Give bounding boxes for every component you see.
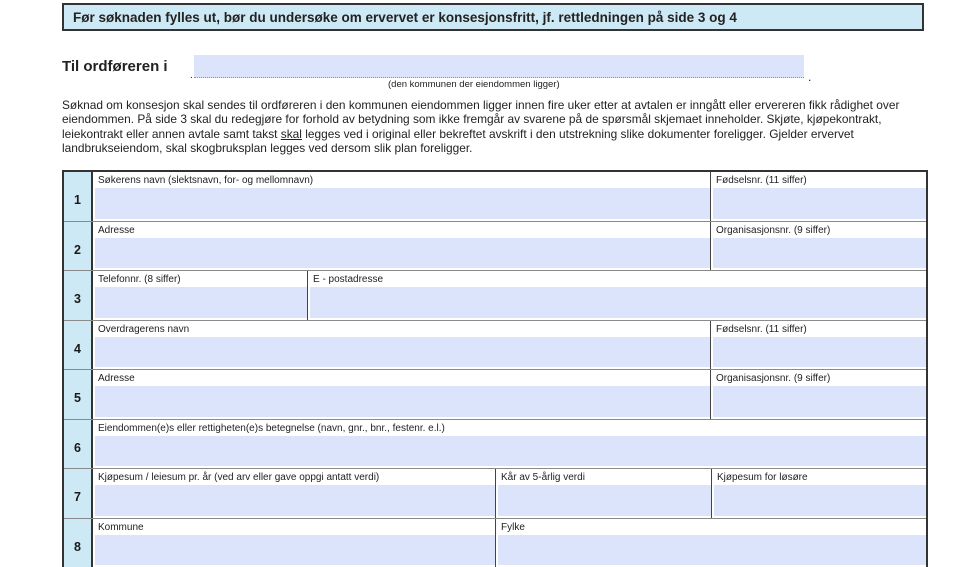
field-label: Organisasjonsnr. (9 siffer)	[711, 370, 926, 385]
applicant-birth-number-input[interactable]	[713, 188, 926, 219]
applicant-org-number-input[interactable]	[713, 238, 926, 269]
form-row-4	[64, 320, 926, 370]
field-label: Kjøpesum / leiesum pr. år (ved arv eller gave oppgi antatt verdi)	[93, 469, 495, 484]
field-label: Kommune	[93, 519, 495, 534]
row-number: 6	[64, 420, 93, 469]
recipient-label: Til ordføreren i	[62, 58, 168, 75]
recipient-municipality-input[interactable]	[194, 55, 804, 78]
row-number: 2	[64, 222, 93, 271]
field-label: Søkerens navn (slektsnavn, for- og mellomnavn)	[93, 172, 710, 187]
transferor-org-number-input[interactable]	[713, 386, 926, 417]
field-label: Kår av 5-årlig verdi	[496, 469, 711, 484]
field-label: Overdragerens navn	[93, 321, 710, 336]
field-applicant-org-number	[710, 222, 926, 271]
field-phone	[93, 271, 307, 320]
form-row-3	[64, 270, 926, 320]
form-row-1	[64, 172, 926, 221]
field-label: Eiendommen(e)s eller rettigheten(e)s betegnelse (navn, gnr., bnr., festenr. e.l.)	[93, 420, 926, 435]
field-label: Fylke	[496, 519, 926, 534]
form-row-6	[64, 419, 926, 469]
field-label: Adresse	[93, 370, 710, 385]
email-input[interactable]	[310, 287, 926, 318]
field-label: Adresse	[93, 222, 710, 237]
transferor-birth-number-input[interactable]	[713, 337, 926, 368]
field-label: E - postadresse	[308, 271, 926, 286]
recipient-trailing-dot: .	[808, 70, 811, 84]
row-number: 5	[64, 370, 93, 419]
field-transferor-address	[93, 370, 710, 419]
form-row-5	[64, 369, 926, 419]
row-number: 8	[64, 519, 93, 567]
intro-emphasis: skal	[281, 127, 302, 141]
field-municipality	[93, 519, 495, 567]
intro-paragraph	[62, 98, 930, 155]
application-form	[62, 170, 928, 567]
field-label: Fødselsnr. (11 siffer)	[711, 172, 926, 187]
field-transferor-name	[93, 321, 710, 370]
applicant-address-input[interactable]	[95, 238, 710, 269]
field-label: Fødselsnr. (11 siffer)	[711, 321, 926, 336]
field-label: Kjøpesum for løsøre	[712, 469, 926, 484]
recipient-hint: (den kommunen der eiendommen ligger)	[388, 79, 560, 90]
applicant-name-input[interactable]	[95, 188, 710, 219]
intro-text-2: legges ved i original eller bekreftet avskrift i den utstrekning slike dokumenter foreligger. Gjelder ervervet landbrukseiendom, skal skogbruksplan legges ved dersom slik plan foreligger.	[62, 127, 854, 155]
field-kaar-value	[495, 469, 711, 518]
kaar-value-input[interactable]	[498, 485, 711, 516]
county-input[interactable]	[498, 535, 926, 566]
field-applicant-birth-number	[710, 172, 926, 221]
row-number: 3	[64, 271, 93, 320]
property-designation-input[interactable]	[95, 436, 926, 467]
field-transferor-birth-number	[710, 321, 926, 370]
form-row-8	[64, 518, 926, 567]
municipality-input[interactable]	[95, 535, 495, 566]
field-transferor-org-number	[710, 370, 926, 419]
transferor-address-input[interactable]	[95, 386, 710, 417]
recipient-leader-dot: .	[190, 70, 193, 81]
row-number: 7	[64, 469, 93, 518]
form-row-2	[64, 221, 926, 271]
field-county	[495, 519, 926, 567]
form-row-7	[64, 468, 926, 518]
instruction-banner-text: Før søknaden fylles ut, bør du undersøke om ervervet er konsesjonsfritt, jf. rettledningen på side 3 og 4	[73, 10, 737, 25]
transferor-name-input[interactable]	[95, 337, 710, 368]
field-applicant-address	[93, 222, 710, 271]
row-number: 1	[64, 172, 93, 221]
field-email	[307, 271, 926, 320]
phone-input[interactable]	[95, 287, 307, 318]
field-label: Organisasjonsnr. (9 siffer)	[711, 222, 926, 237]
field-chattels-price	[711, 469, 926, 518]
field-property-designation	[93, 420, 926, 469]
purchase-price-input[interactable]	[95, 485, 495, 516]
field-purchase-price	[93, 469, 495, 518]
intro-text-1: Søknad om konsesjon skal sendes til ordføreren i den kommunen eiendommen ligger innen fire uker etter at avtalen er inngått eller ervereren fikk rådighet over eiendommen. På side 3 skal du redegjøre for forhold av betydning som ikke fremgår av svarene på de spørsmål skjemaet inneholder. Skjøte, kjøpekontrakt, leiekontrakt eller annen avtale samt takst	[62, 98, 899, 141]
row-number: 4	[64, 321, 93, 370]
instruction-banner	[62, 3, 924, 31]
chattels-price-input[interactable]	[714, 485, 926, 516]
field-applicant-name	[93, 172, 710, 221]
field-label: Telefonnr. (8 siffer)	[93, 271, 307, 286]
